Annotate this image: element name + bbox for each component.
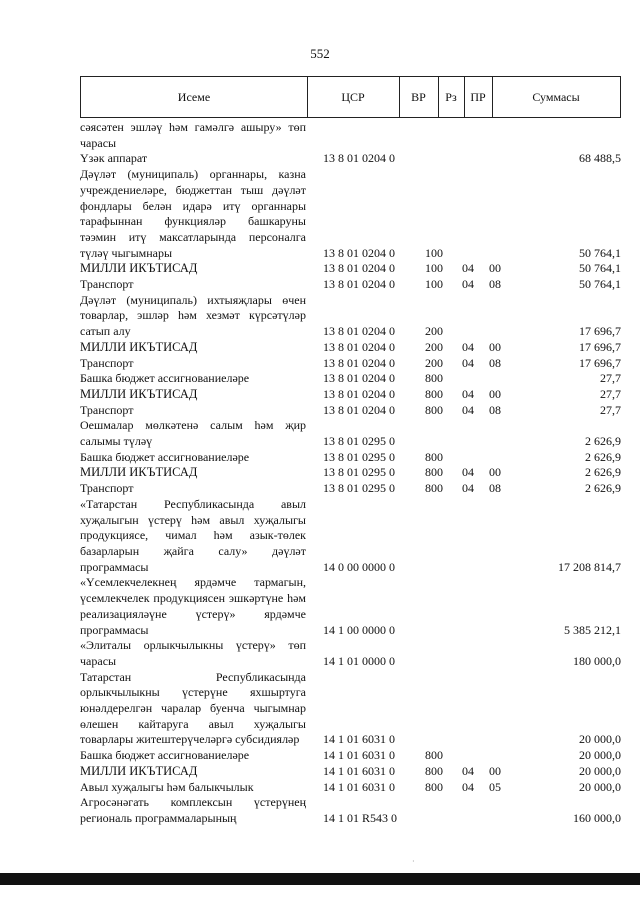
row-vr: 800: [425, 763, 443, 778]
row-sum: 160 000,0: [573, 810, 621, 825]
scan-speck: ·: [412, 857, 415, 866]
header-vr: ВР: [399, 77, 439, 117]
row-sum: 27,7: [600, 371, 621, 386]
row-vr: 200: [425, 339, 443, 354]
row-csr: 14 1 01 6031 0: [323, 779, 395, 794]
row-sum: 180 000,0: [573, 653, 621, 668]
row-rz: 04: [462, 261, 474, 276]
scan-edge-bar: [0, 873, 640, 885]
table-row: [80, 277, 625, 293]
row-csr: 14 1 01 6031 0: [323, 763, 395, 778]
row-rz: 04: [462, 465, 474, 480]
row-sum: 2 626,9: [585, 434, 621, 449]
row-csr: 13 8 01 0204 0: [323, 245, 395, 260]
header-pr: ПР: [464, 77, 493, 117]
table-row: [80, 371, 625, 387]
table-row: [80, 293, 625, 340]
row-vr: 800: [425, 481, 443, 496]
row-name: Агросәнәгать комплексын үстерүнең региональ программаларының: [80, 795, 306, 825]
row-csr: 13 8 01 0204 0: [323, 339, 395, 354]
row-name: Үзәк аппарат: [80, 151, 148, 166]
row-sum: 17 696,7: [579, 324, 621, 339]
row-csr: 14 1 01 R543 0: [323, 810, 398, 825]
table-row: [80, 167, 625, 261]
row-sum: 27,7: [600, 386, 621, 401]
table-header: [80, 76, 621, 118]
row-vr: 200: [425, 324, 443, 339]
table-row: [80, 261, 625, 277]
row-csr: 14 1 01 6031 0: [323, 748, 395, 763]
row-pr: 00: [489, 339, 501, 354]
row-vr: 100: [425, 245, 443, 260]
row-sum: 5 385 212,1: [564, 622, 621, 637]
row-name: МИЛЛИ ИКЪТИСАД: [80, 339, 198, 354]
header-csr: ЦСР: [307, 77, 400, 117]
row-name: Оешмалар мөлкәтенә салым һәм җир салымы түләү: [80, 418, 306, 449]
row-csr: 13 8 01 0204 0: [323, 277, 395, 292]
page-number: 552: [310, 46, 330, 61]
row-rz: 04: [462, 386, 474, 401]
row-name: Транспорт: [80, 355, 134, 370]
row-sum: 50 764,1: [579, 277, 621, 292]
row-pr: 00: [489, 386, 501, 401]
row-name: «Элиталы орлыкчылыкны үстерү» төп чарасы: [80, 638, 306, 668]
row-name: Башка бюджет ассигнованиеләре: [80, 371, 250, 386]
row-pr: 00: [489, 763, 501, 778]
row-name: «Татарстан Республикасында авыл хуҗалыгын үстерү һәм авыл хуҗалыгы продукциясе, чимал һәм азык-төлек базарларын җайга салу» дәүләт программасы: [80, 496, 306, 574]
row-pr: 08: [489, 481, 501, 496]
row-csr: 14 0 00 0000 0: [323, 559, 395, 574]
row-vr: 800: [425, 386, 443, 401]
row-name: Транспорт: [80, 277, 134, 292]
row-rz: 04: [462, 277, 474, 292]
row-csr: 14 1 00 0000 0: [323, 622, 395, 637]
row-csr: 13 8 01 0204 0: [323, 261, 395, 276]
row-csr: 14 1 01 0000 0: [323, 653, 395, 668]
row-csr: 13 8 01 0204 0: [323, 386, 395, 401]
row-sum: 17 696,7: [579, 339, 621, 354]
row-csr: 13 8 01 0295 0: [323, 449, 395, 464]
header-rz: Рз: [438, 77, 465, 117]
row-vr: 100: [425, 261, 443, 276]
table-row: [80, 387, 625, 403]
row-vr: 800: [425, 402, 443, 417]
row-sum: 17 208 814,7: [558, 559, 621, 574]
row-rz: 04: [462, 481, 474, 496]
row-vr: 800: [425, 371, 443, 386]
row-name: МИЛЛИ ИКЪТИСАД: [80, 261, 198, 276]
row-pr: 00: [489, 261, 501, 276]
table-row: [80, 465, 625, 481]
row-rz: 04: [462, 763, 474, 778]
row-pr: 08: [489, 355, 501, 370]
table-row: [80, 151, 625, 167]
row-vr: 800: [425, 449, 443, 464]
table-row: [80, 120, 625, 151]
table-row: [80, 481, 625, 497]
row-csr: 13 8 01 0295 0: [323, 434, 395, 449]
row-name: сәясәтен эшләү һәм гамәлгә ашыру» төп чарасы: [80, 120, 306, 150]
table-row: [80, 450, 625, 466]
row-name: Башка бюджет ассигнованиеләре: [80, 748, 250, 763]
row-sum: 27,7: [600, 402, 621, 417]
table-row: [80, 497, 625, 576]
row-name: Татарстан Республикасында орлыкчылыкны үстерүне яхшыртуга юнәлдерелгән чаралар буенча чыгымнар өлешен кайтаруга авыл хуҗалыгы товарлары житештерүчеләргә субсидияләр: [80, 669, 306, 747]
row-csr: 13 8 01 0204 0: [323, 355, 395, 370]
row-csr: 13 8 01 0204 0: [323, 371, 395, 386]
table-row: [80, 670, 625, 749]
table-row: [80, 748, 625, 764]
row-csr: 13 8 01 0204 0: [323, 402, 395, 417]
header-name: Исеме: [81, 77, 308, 117]
row-name: Авыл хуҗалыгы һәм балыкчылык: [80, 779, 254, 794]
table-row: [80, 575, 625, 638]
row-name: Дәүләт (муниципаль) ихтыяҗлары өчен товарлар, эшләр һәм хезмәт күрсәтүләр сатып алу: [80, 292, 306, 339]
row-csr: 13 8 01 0295 0: [323, 465, 395, 480]
row-pr: 00: [489, 465, 501, 480]
row-pr: 08: [489, 402, 501, 417]
table-row: [80, 638, 625, 669]
row-name: МИЛЛИ ИКЪТИСАД: [80, 465, 198, 480]
row-name: МИЛЛИ ИКЪТИСАД: [80, 763, 198, 778]
table-row: [80, 340, 625, 356]
row-pr: 08: [489, 277, 501, 292]
row-name: «Үсемлекчелекнең ярдәмче тармагын, үсемлекчелек продукциясен эшкәртүне һәм реализацияләүне үстерү» ярдәмче программасы: [80, 575, 306, 637]
row-sum: 20 000,0: [579, 732, 621, 747]
row-sum: 17 696,7: [579, 355, 621, 370]
table-row: [80, 764, 625, 780]
row-sum: 50 764,1: [579, 245, 621, 260]
row-vr: 200: [425, 355, 443, 370]
row-name: Транспорт: [80, 402, 134, 417]
row-csr: 13 8 01 0295 0: [323, 481, 395, 496]
row-csr: 14 1 01 6031 0: [323, 732, 395, 747]
row-rz: 04: [462, 355, 474, 370]
row-vr: 800: [425, 748, 443, 763]
table-row: [80, 795, 625, 826]
row-rz: 04: [462, 339, 474, 354]
row-csr: 13 8 01 0204 0: [323, 151, 395, 166]
header-sum: Суммасы: [532, 90, 580, 104]
row-sum: 50 764,1: [579, 261, 621, 276]
table-row: [80, 418, 625, 449]
row-sum: 20 000,0: [579, 763, 621, 778]
row-name: Башка бюджет ассигнованиеләре: [80, 449, 250, 464]
row-csr: 13 8 01 0204 0: [323, 324, 395, 339]
row-pr: 05: [489, 779, 501, 794]
row-sum: 68 488,5: [579, 151, 621, 166]
row-vr: 800: [425, 779, 443, 794]
row-rz: 04: [462, 402, 474, 417]
table-row: [80, 780, 625, 796]
table-body: [80, 120, 625, 827]
row-vr: 100: [425, 277, 443, 292]
row-sum: 2 626,9: [585, 481, 621, 496]
row-vr: 800: [425, 465, 443, 480]
row-name: Дәүләт (муниципаль) органнары, казна учреждениеләре, бюджеттан тыш дәүләт фондлары белән идарә итү органнары тарафыннан функцияләр башкаруны тәэмин итү максатларында персоналга түләү чыгымнары: [80, 167, 306, 260]
row-sum: 20 000,0: [579, 779, 621, 794]
row-sum: 2 626,9: [585, 465, 621, 480]
row-sum: 20 000,0: [579, 748, 621, 763]
row-rz: 04: [462, 779, 474, 794]
row-name: Транспорт: [80, 481, 134, 496]
row-name: МИЛЛИ ИКЪТИСАД: [80, 386, 198, 401]
table-row: [80, 356, 625, 372]
table-row: [80, 403, 625, 419]
row-sum: 2 626,9: [585, 449, 621, 464]
